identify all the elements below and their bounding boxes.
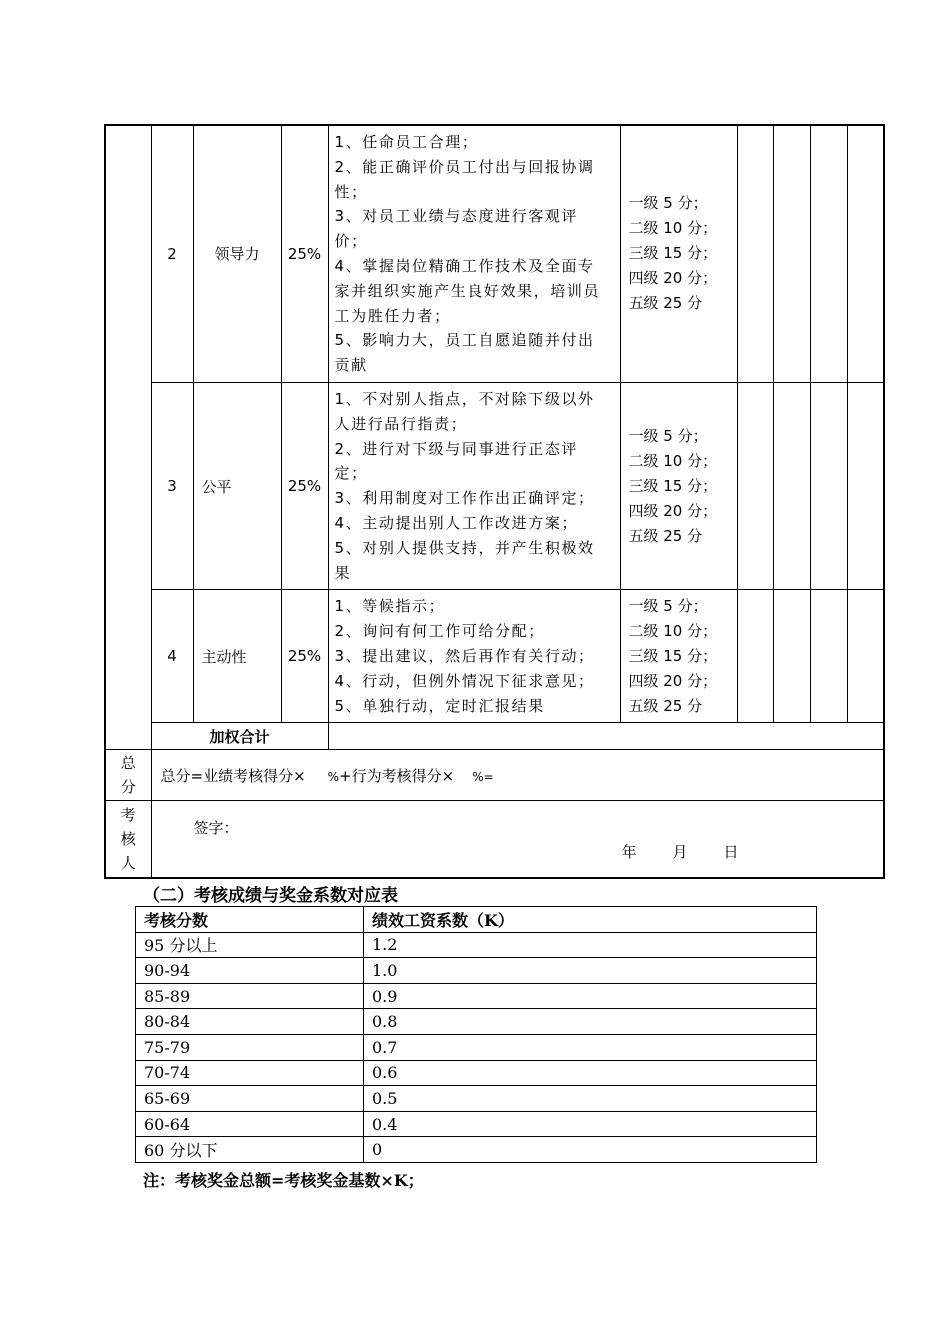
score-cell[interactable] — [810, 590, 847, 723]
coef-header-row — [136, 907, 817, 933]
coefficient-value: 1.2 — [364, 932, 817, 958]
coefficient-value: 0.5 — [364, 1086, 817, 1112]
score-cell[interactable] — [847, 382, 884, 589]
grade-line: 三级 15 分； — [628, 244, 718, 263]
coefficient-value: 0.9 — [364, 983, 817, 1009]
grade-line: 三级 15 分； — [628, 646, 718, 665]
signature-label: 签字： — [193, 819, 239, 838]
label-char: 总 — [120, 754, 136, 773]
table-row — [136, 1060, 817, 1086]
criteria-line: 5、影响力大，员工自愿追随并付出 — [334, 331, 595, 350]
grade-line: 四级 20 分； — [628, 269, 718, 288]
grade-line: 二级 10 分； — [628, 219, 718, 238]
criteria-line: 贡献 — [334, 356, 368, 375]
eval-row-initiative — [105, 590, 884, 723]
table-row — [136, 1086, 817, 1112]
coefficient-value: 0.4 — [364, 1111, 817, 1137]
criteria-line: 1、不对别人指点，不对除下级以外 — [334, 389, 595, 408]
score-range: 75-79 — [136, 1034, 364, 1060]
date-year: 年 — [621, 843, 637, 862]
criteria-line: 5、单独行动，定时汇报结果 — [334, 696, 545, 715]
table-row — [136, 1137, 817, 1163]
coefficient-value: 0 — [364, 1137, 817, 1163]
score-range: 70-74 — [136, 1060, 364, 1086]
score-range: 80-84 — [136, 1009, 364, 1035]
coef-header-k: 绩效工资系数（K） — [364, 907, 817, 933]
criteria-line: 工为胜任力者； — [334, 306, 451, 325]
table-row — [136, 1009, 817, 1035]
coefficient-value: 0.7 — [364, 1034, 817, 1060]
grade-line: 一级 5 分； — [628, 194, 708, 213]
item-criteria — [328, 125, 620, 382]
score-range: 95 分以上 — [136, 932, 364, 958]
score-range: 65-69 — [136, 1086, 364, 1112]
table-row — [136, 1111, 817, 1137]
score-range: 60-64 — [136, 1111, 364, 1137]
item-weight: 25% — [281, 590, 328, 723]
section-title: （二）考核成绩与奖金系数对应表 — [143, 886, 398, 906]
grade-line: 五级 25 分 — [628, 696, 703, 715]
formula-part: +行为考核得分× — [339, 766, 455, 785]
formula-part: = — [483, 769, 494, 784]
eval-row-fairness — [105, 382, 884, 589]
score-range: 85-89 — [136, 983, 364, 1009]
weighted-total-value[interactable] — [328, 723, 884, 750]
table-row — [136, 1034, 817, 1060]
item-number: 4 — [151, 590, 193, 723]
criteria-line: 1、任命员工合理； — [334, 133, 479, 151]
criteria-line: 果 — [334, 563, 352, 582]
item-name: 主动性 — [193, 590, 281, 723]
table-row — [136, 958, 817, 984]
grade-line: 五级 25 分 — [628, 526, 703, 545]
score-cell[interactable] — [810, 125, 847, 382]
label-char: 人 — [120, 854, 136, 873]
weighted-total-row — [105, 723, 884, 750]
total-score-formula — [151, 750, 884, 801]
coefficient-value: 0.8 — [364, 1009, 817, 1035]
score-cell[interactable] — [773, 590, 810, 723]
category-cell — [105, 125, 151, 750]
grade-line: 四级 20 分； — [628, 671, 718, 690]
coefficient-value: 1.0 — [364, 958, 817, 984]
score-cell[interactable] — [847, 590, 884, 723]
criteria-line: 人进行品行指责； — [334, 414, 468, 433]
score-cell[interactable] — [773, 382, 810, 589]
eval-row-leadership — [105, 125, 884, 382]
item-weight: 25% — [281, 125, 328, 382]
criteria-line: 性； — [334, 182, 368, 201]
grade-line: 四级 20 分； — [628, 501, 718, 520]
item-name: 公平 — [193, 382, 281, 589]
criteria-line: 定； — [334, 464, 368, 483]
item-grades — [620, 382, 737, 589]
score-cell[interactable] — [737, 382, 773, 589]
item-criteria — [328, 590, 620, 723]
criteria-line: 2、进行对下级与同事进行正态评 — [334, 439, 579, 458]
coefficient-value: 0.6 — [364, 1060, 817, 1086]
score-range: 60 分以下 — [136, 1137, 364, 1163]
signature-cell[interactable] — [151, 801, 884, 878]
score-cell[interactable] — [810, 382, 847, 589]
grade-line: 三级 15 分； — [628, 476, 718, 495]
score-range: 90-94 — [136, 958, 364, 984]
footnote: 注：考核奖金总额=考核奖金基数×K； — [143, 1171, 424, 1190]
criteria-line: 3、对员工业绩与态度进行客观评 — [334, 207, 579, 226]
assessor-label — [105, 801, 151, 878]
criteria-line: 价； — [334, 232, 368, 251]
grade-line: 二级 10 分； — [628, 451, 718, 470]
table-row — [136, 983, 817, 1009]
coefficient-table — [135, 906, 817, 1163]
item-number: 2 — [151, 125, 193, 382]
criteria-line: 4、行动，但例外情况下征求意见； — [334, 671, 595, 690]
criteria-line: 1、等候指示； — [334, 597, 446, 616]
label-char: 核 — [120, 830, 136, 849]
criteria-line: 家并组织实施产生良好效果，培训员 — [334, 281, 601, 300]
score-cell[interactable] — [737, 590, 773, 723]
score-cell[interactable] — [847, 125, 884, 382]
formula-percent: % — [327, 769, 340, 784]
assessor-row — [105, 801, 884, 878]
item-grades — [620, 125, 737, 382]
item-number: 3 — [151, 382, 193, 589]
grade-line: 一级 5 分； — [628, 426, 708, 445]
criteria-line: 4、主动提出别人工作改进方案； — [334, 513, 579, 532]
criteria-line: 2、能正确评价员工付出与回报协调 — [334, 157, 595, 176]
total-score-label — [105, 750, 151, 801]
evaluation-table — [104, 124, 885, 879]
criteria-line: 2、询问有何工作可给分配； — [334, 622, 545, 641]
criteria-line: 4、掌握岗位精确工作技术及全面专 — [334, 256, 595, 275]
item-criteria — [328, 382, 620, 589]
total-score-row — [105, 750, 884, 801]
score-cell[interactable] — [737, 125, 773, 382]
date-line — [622, 841, 739, 862]
grade-line: 二级 10 分； — [628, 621, 718, 640]
criteria-line: 3、利用制度对工作作出正确评定； — [334, 489, 595, 508]
coef-header-score: 考核分数 — [136, 907, 364, 933]
grade-line: 一级 5 分； — [628, 596, 708, 615]
grade-line: 五级 25 分 — [628, 294, 703, 313]
item-weight: 25% — [281, 382, 328, 589]
label-char: 分 — [120, 778, 136, 797]
item-grades — [620, 590, 737, 723]
date-day: 日 — [723, 843, 739, 862]
label-char: 考 — [120, 806, 136, 825]
criteria-line: 3、提出建议，然后再作有关行动； — [334, 646, 595, 665]
item-name: 领导力 — [193, 125, 281, 382]
weighted-total-label: 加权合计 — [151, 723, 328, 750]
formula-percent: % — [472, 769, 484, 784]
formula-part: 总分=业绩考核得分× — [160, 766, 306, 785]
score-cell[interactable] — [773, 125, 810, 382]
table-row — [136, 932, 817, 958]
date-month: 月 — [672, 843, 688, 862]
criteria-line: 5、对别人提供支持，并产生积极效 — [334, 538, 595, 557]
